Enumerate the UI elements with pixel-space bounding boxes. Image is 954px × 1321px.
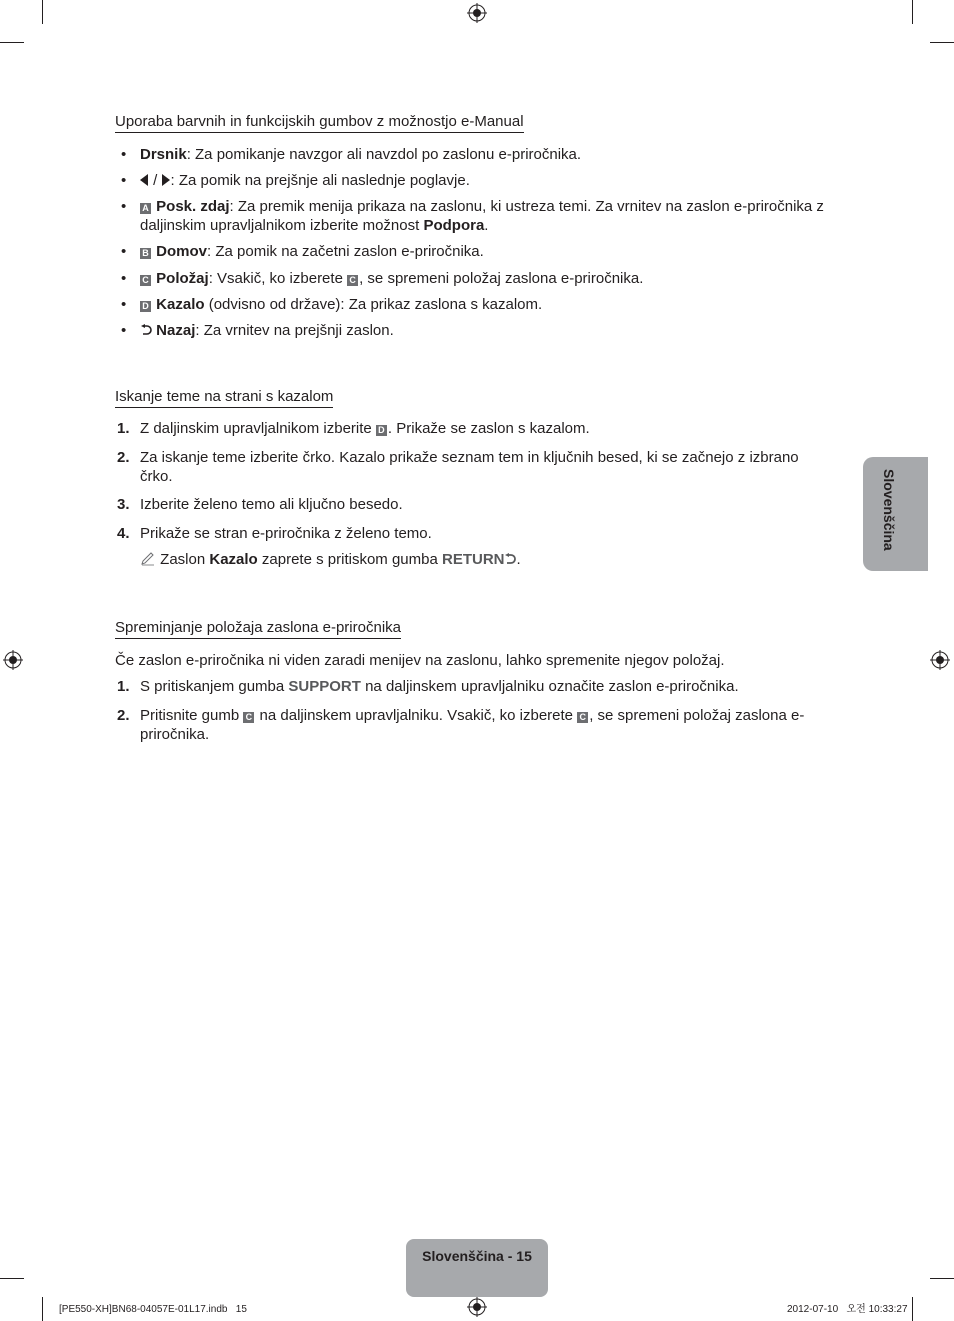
arrow-right-icon <box>162 174 171 186</box>
key-d-icon: D <box>376 425 387 436</box>
key-c-icon: C <box>243 712 254 723</box>
description: (odvisno od države): Za prikaz zaslona s kazalom. <box>204 296 543 313</box>
step-text: Z daljinskim upravljalnikom izberite <box>140 420 376 437</box>
key-c-icon: C <box>347 275 358 286</box>
step-text: Pritisnite gumb <box>140 707 244 724</box>
punctuation: . <box>484 217 489 234</box>
key-c-icon: C <box>577 712 588 723</box>
section-heading: Iskanje teme na strani s kazalom <box>115 388 333 408</box>
key-b-icon: B <box>140 248 151 259</box>
note-text: Zaslon <box>160 551 210 568</box>
footer-date: 2012-07-10 <box>787 1304 839 1315</box>
list-item <box>115 295 835 314</box>
note <box>140 550 521 569</box>
term: Podpora <box>423 217 485 234</box>
bullet: • <box>121 146 127 163</box>
note-text: . <box>516 551 521 568</box>
step-number: 4. <box>117 525 130 542</box>
crop-mark <box>912 0 913 24</box>
step-text: . Prikaže se zaslon s kazalom. <box>387 420 590 437</box>
arrow-left-icon <box>140 174 149 186</box>
bullet: • <box>121 296 127 313</box>
footer-page: 15 <box>235 1304 247 1315</box>
registration-mark-icon <box>930 650 950 670</box>
footer-datetime <box>787 1300 908 1319</box>
step <box>115 448 835 486</box>
step-text: na daljinskem upravljalniku. Vsakič, ko izberete <box>255 707 578 724</box>
bullet: • <box>121 172 127 189</box>
step-text: na daljinskem upravljalniku označite zaslon e-priročnika. <box>360 678 739 695</box>
step <box>115 524 835 543</box>
list-item <box>115 145 835 164</box>
description: : Za pomik na začetni zaslon e-priročnika. <box>207 243 484 260</box>
step-text: , se spremeni položaj zaslona e-priročnika. <box>140 707 805 743</box>
crop-mark <box>930 1278 954 1279</box>
term: Domov <box>156 243 208 260</box>
bullet: • <box>121 198 127 215</box>
step-number: 1. <box>117 678 130 695</box>
list-item <box>115 197 835 235</box>
step-number: 1. <box>117 420 130 437</box>
list-item: • / : Za pomik na prejšnje ali naslednje poglavje. <box>121 172 470 189</box>
page-number-tab <box>406 1239 548 1297</box>
term: Nazaj <box>156 322 196 339</box>
support-button-label: SUPPORT <box>288 678 361 695</box>
pencil-note-icon <box>140 552 156 566</box>
list-item <box>115 269 835 288</box>
bullet: • <box>121 322 127 339</box>
list-item <box>115 321 835 340</box>
language-label: Slovenščina <box>881 469 897 551</box>
return-button-label: RETURN <box>441 551 505 568</box>
registration-mark-icon <box>467 3 487 23</box>
step <box>115 419 835 438</box>
language-side-tab <box>863 457 928 571</box>
description: , se spremeni položaj zaslona e-priročnika. <box>359 270 644 287</box>
step-number: 3. <box>117 496 130 513</box>
description: : Za pomikanje navzgor ali navzdol po zaslonu e-priročnika. <box>186 146 582 163</box>
section-heading: Uporaba barvnih in funkcijskih gumbov z možnostjo e-Manual <box>115 113 524 133</box>
crop-mark <box>912 1297 913 1321</box>
step-text: Prikaže se stran e-priročnika z želeno temo. <box>140 525 432 542</box>
footer-file <box>59 1300 247 1319</box>
note-text: zaprete s pritiskom gumba <box>257 551 442 568</box>
crop-mark <box>0 1278 24 1279</box>
description: : Za vrnitev na prejšnji zaslon. <box>195 322 394 339</box>
page-label: Slovenščina - 15 <box>422 1248 532 1264</box>
key-c-icon: C <box>140 275 151 286</box>
step <box>115 706 835 744</box>
intro-paragraph: Če zaslon e-priročnika ni viden zaradi menijev na zaslonu, lahko spremenite njegov položaj. <box>115 652 725 669</box>
term: Kazalo <box>156 296 205 313</box>
list-item <box>115 242 835 261</box>
step <box>115 495 835 514</box>
description: : Vsakič, ko izberete <box>208 270 348 287</box>
crop-mark <box>42 0 43 24</box>
bullet: • <box>121 243 127 260</box>
registration-mark-icon <box>467 1297 487 1317</box>
footer-time: 오전 10:33:27 <box>846 1304 908 1315</box>
term: Drsnik <box>140 146 187 163</box>
step-text: Izberite želeno temo ali ključno besedo. <box>140 496 403 513</box>
step-text: Za iskanje teme izberite črko. Kazalo prikaže seznam tem in ključnih besed, ki se začnejo z izbrano črko. <box>140 449 799 485</box>
section-heading: Spreminjanje položaja zaslona e-priročnika <box>115 619 401 639</box>
return-icon <box>140 324 152 336</box>
description: : Za premik menija prikaza na zaslonu, ki ustreza temi. Za vrnitev na zaslon e-priročnika z daljinskim upravljalnikom izberite možnost <box>140 198 824 234</box>
crop-mark <box>0 42 24 43</box>
step-number: 2. <box>117 449 130 466</box>
crop-mark <box>930 42 954 43</box>
bullet: • <box>121 270 127 287</box>
step-text: S pritiskanjem gumba <box>140 678 289 695</box>
term: Kazalo <box>209 551 258 568</box>
description: : Za pomik na prejšnje ali naslednje poglavje. <box>170 172 470 189</box>
footer-filename: [PE550-XH]BN68-04057E-01L17.indb <box>59 1304 228 1315</box>
step <box>115 677 835 696</box>
crop-mark <box>42 1297 43 1321</box>
step-number: 2. <box>117 707 130 724</box>
key-d-icon: D <box>140 301 151 312</box>
return-icon <box>504 553 516 565</box>
term: Posk. zdaj <box>156 198 230 215</box>
key-a-icon: A <box>140 203 151 214</box>
term: Položaj <box>156 270 209 287</box>
registration-mark-icon <box>3 650 23 670</box>
